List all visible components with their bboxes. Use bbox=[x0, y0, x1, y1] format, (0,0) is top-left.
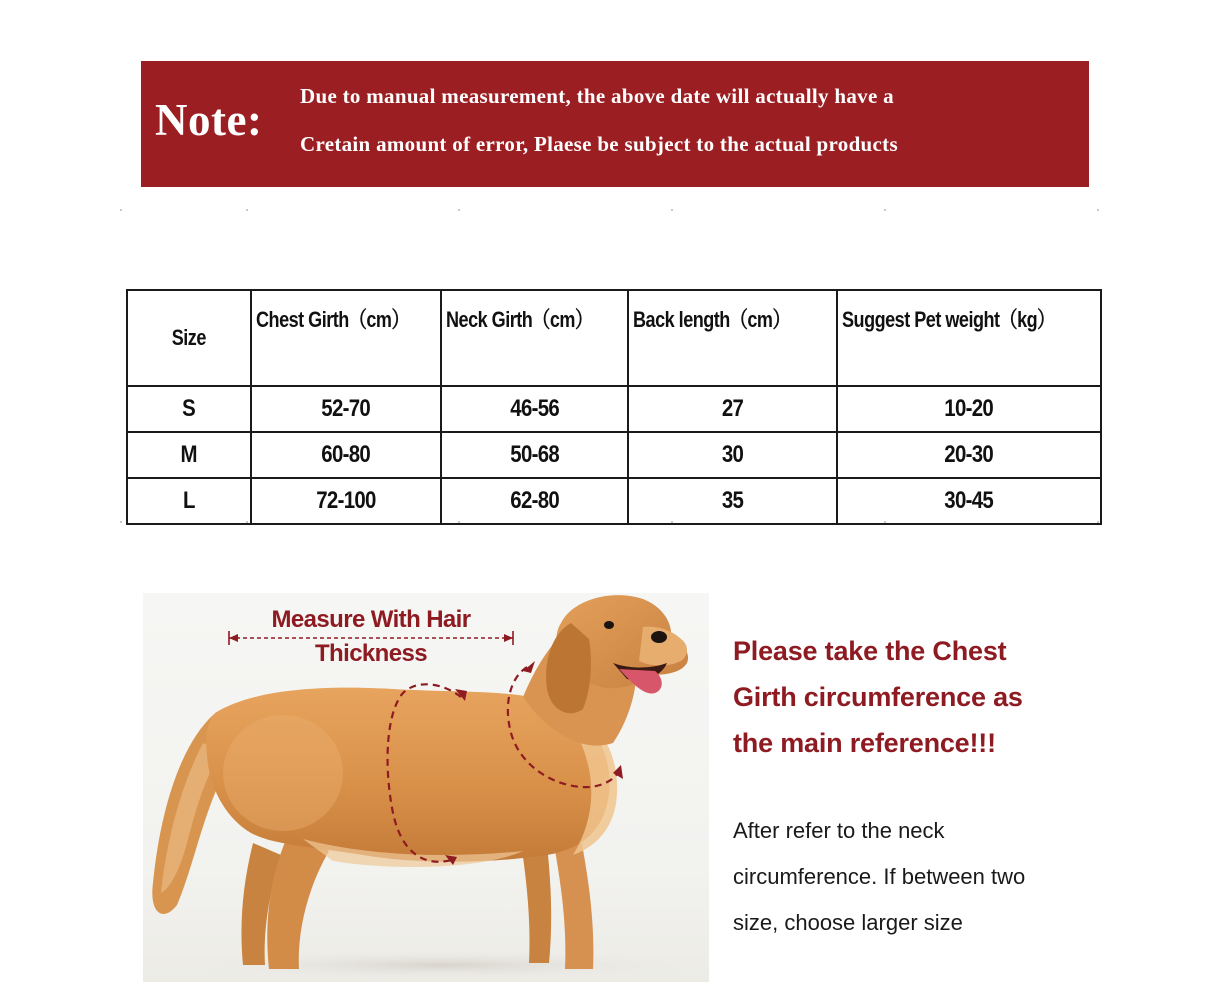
header-size: Size bbox=[127, 290, 251, 386]
secondary-reference-line-1: After refer to the neck bbox=[733, 818, 945, 843]
dog-nose bbox=[651, 631, 667, 643]
cell-neck-girth: 62-80 bbox=[441, 478, 628, 524]
main-reference-line-1: Please take the Chest bbox=[733, 636, 1007, 666]
note-text-line-1: Due to manual measurement, the above date will actually have a bbox=[300, 84, 894, 108]
cell-back-length: 30 bbox=[628, 432, 837, 478]
chest-girth-reference-note bbox=[733, 628, 1133, 766]
note-banner bbox=[141, 61, 1089, 187]
main-reference-line-2: Girth circumference as bbox=[733, 682, 1023, 712]
note-label: Note: bbox=[155, 95, 263, 145]
measure-arrowhead-right bbox=[504, 634, 513, 642]
table-row bbox=[127, 432, 1101, 478]
table-row bbox=[127, 386, 1101, 432]
table-row bbox=[127, 478, 1101, 524]
cell-back-length: 35 bbox=[628, 478, 837, 524]
guide-mark bbox=[671, 209, 673, 211]
cell-size: M bbox=[127, 432, 251, 478]
measure-with-hair-label bbox=[251, 603, 491, 671]
cell-size: L bbox=[127, 478, 251, 524]
table-header-row bbox=[127, 290, 1101, 386]
guide-mark bbox=[120, 209, 122, 211]
header-neck-girth: Neck Girth（cm） bbox=[441, 290, 628, 386]
dog-front-leg-far bbox=[521, 843, 551, 963]
cell-neck-girth: 46-56 bbox=[441, 386, 628, 432]
guide-mark bbox=[458, 209, 460, 211]
header-back-length: Back length（cm） bbox=[628, 290, 837, 386]
cell-back-length: 27 bbox=[628, 386, 837, 432]
cell-pet-weight: 10-20 bbox=[837, 386, 1101, 432]
guide-mark bbox=[120, 521, 122, 523]
dog-measurement-image bbox=[143, 593, 709, 982]
header-chest-girth: Chest Girth（cm） bbox=[251, 290, 441, 386]
size-chart-table bbox=[126, 289, 1102, 525]
neck-girth-arrow-top bbox=[523, 661, 535, 673]
cell-size: S bbox=[127, 386, 251, 432]
cell-neck-girth: 50-68 bbox=[441, 432, 628, 478]
guide-mark bbox=[884, 209, 886, 211]
note-text-line-2: Cretain amount of error, Plaese be subject to the actual products bbox=[300, 132, 898, 156]
header-pet-weight: Suggest Pet weight（kg） bbox=[837, 290, 1101, 386]
guide-mark bbox=[1097, 209, 1099, 211]
dog-hip bbox=[223, 715, 343, 831]
cell-pet-weight: 30-45 bbox=[837, 478, 1101, 524]
measure-arrowhead-left bbox=[229, 634, 238, 642]
secondary-reference-line-2: circumference. If between two bbox=[733, 864, 1026, 889]
cell-chest-girth: 60-80 bbox=[251, 432, 441, 478]
cell-chest-girth: 52-70 bbox=[251, 386, 441, 432]
dog-eye bbox=[604, 621, 614, 629]
dog-ear bbox=[546, 623, 591, 713]
guide-mark bbox=[246, 209, 248, 211]
neck-circumference-note bbox=[733, 808, 1113, 946]
main-reference-line-3: the main reference!!! bbox=[733, 728, 996, 758]
secondary-reference-line-3: size, choose larger size bbox=[733, 910, 963, 935]
cell-pet-weight: 20-30 bbox=[837, 432, 1101, 478]
dog-front-leg-near bbox=[553, 839, 593, 969]
measure-label-line-2: Thickness bbox=[315, 640, 427, 667]
measure-label-line-1: Measure With Hair bbox=[271, 606, 471, 633]
cell-chest-girth: 72-100 bbox=[251, 478, 441, 524]
